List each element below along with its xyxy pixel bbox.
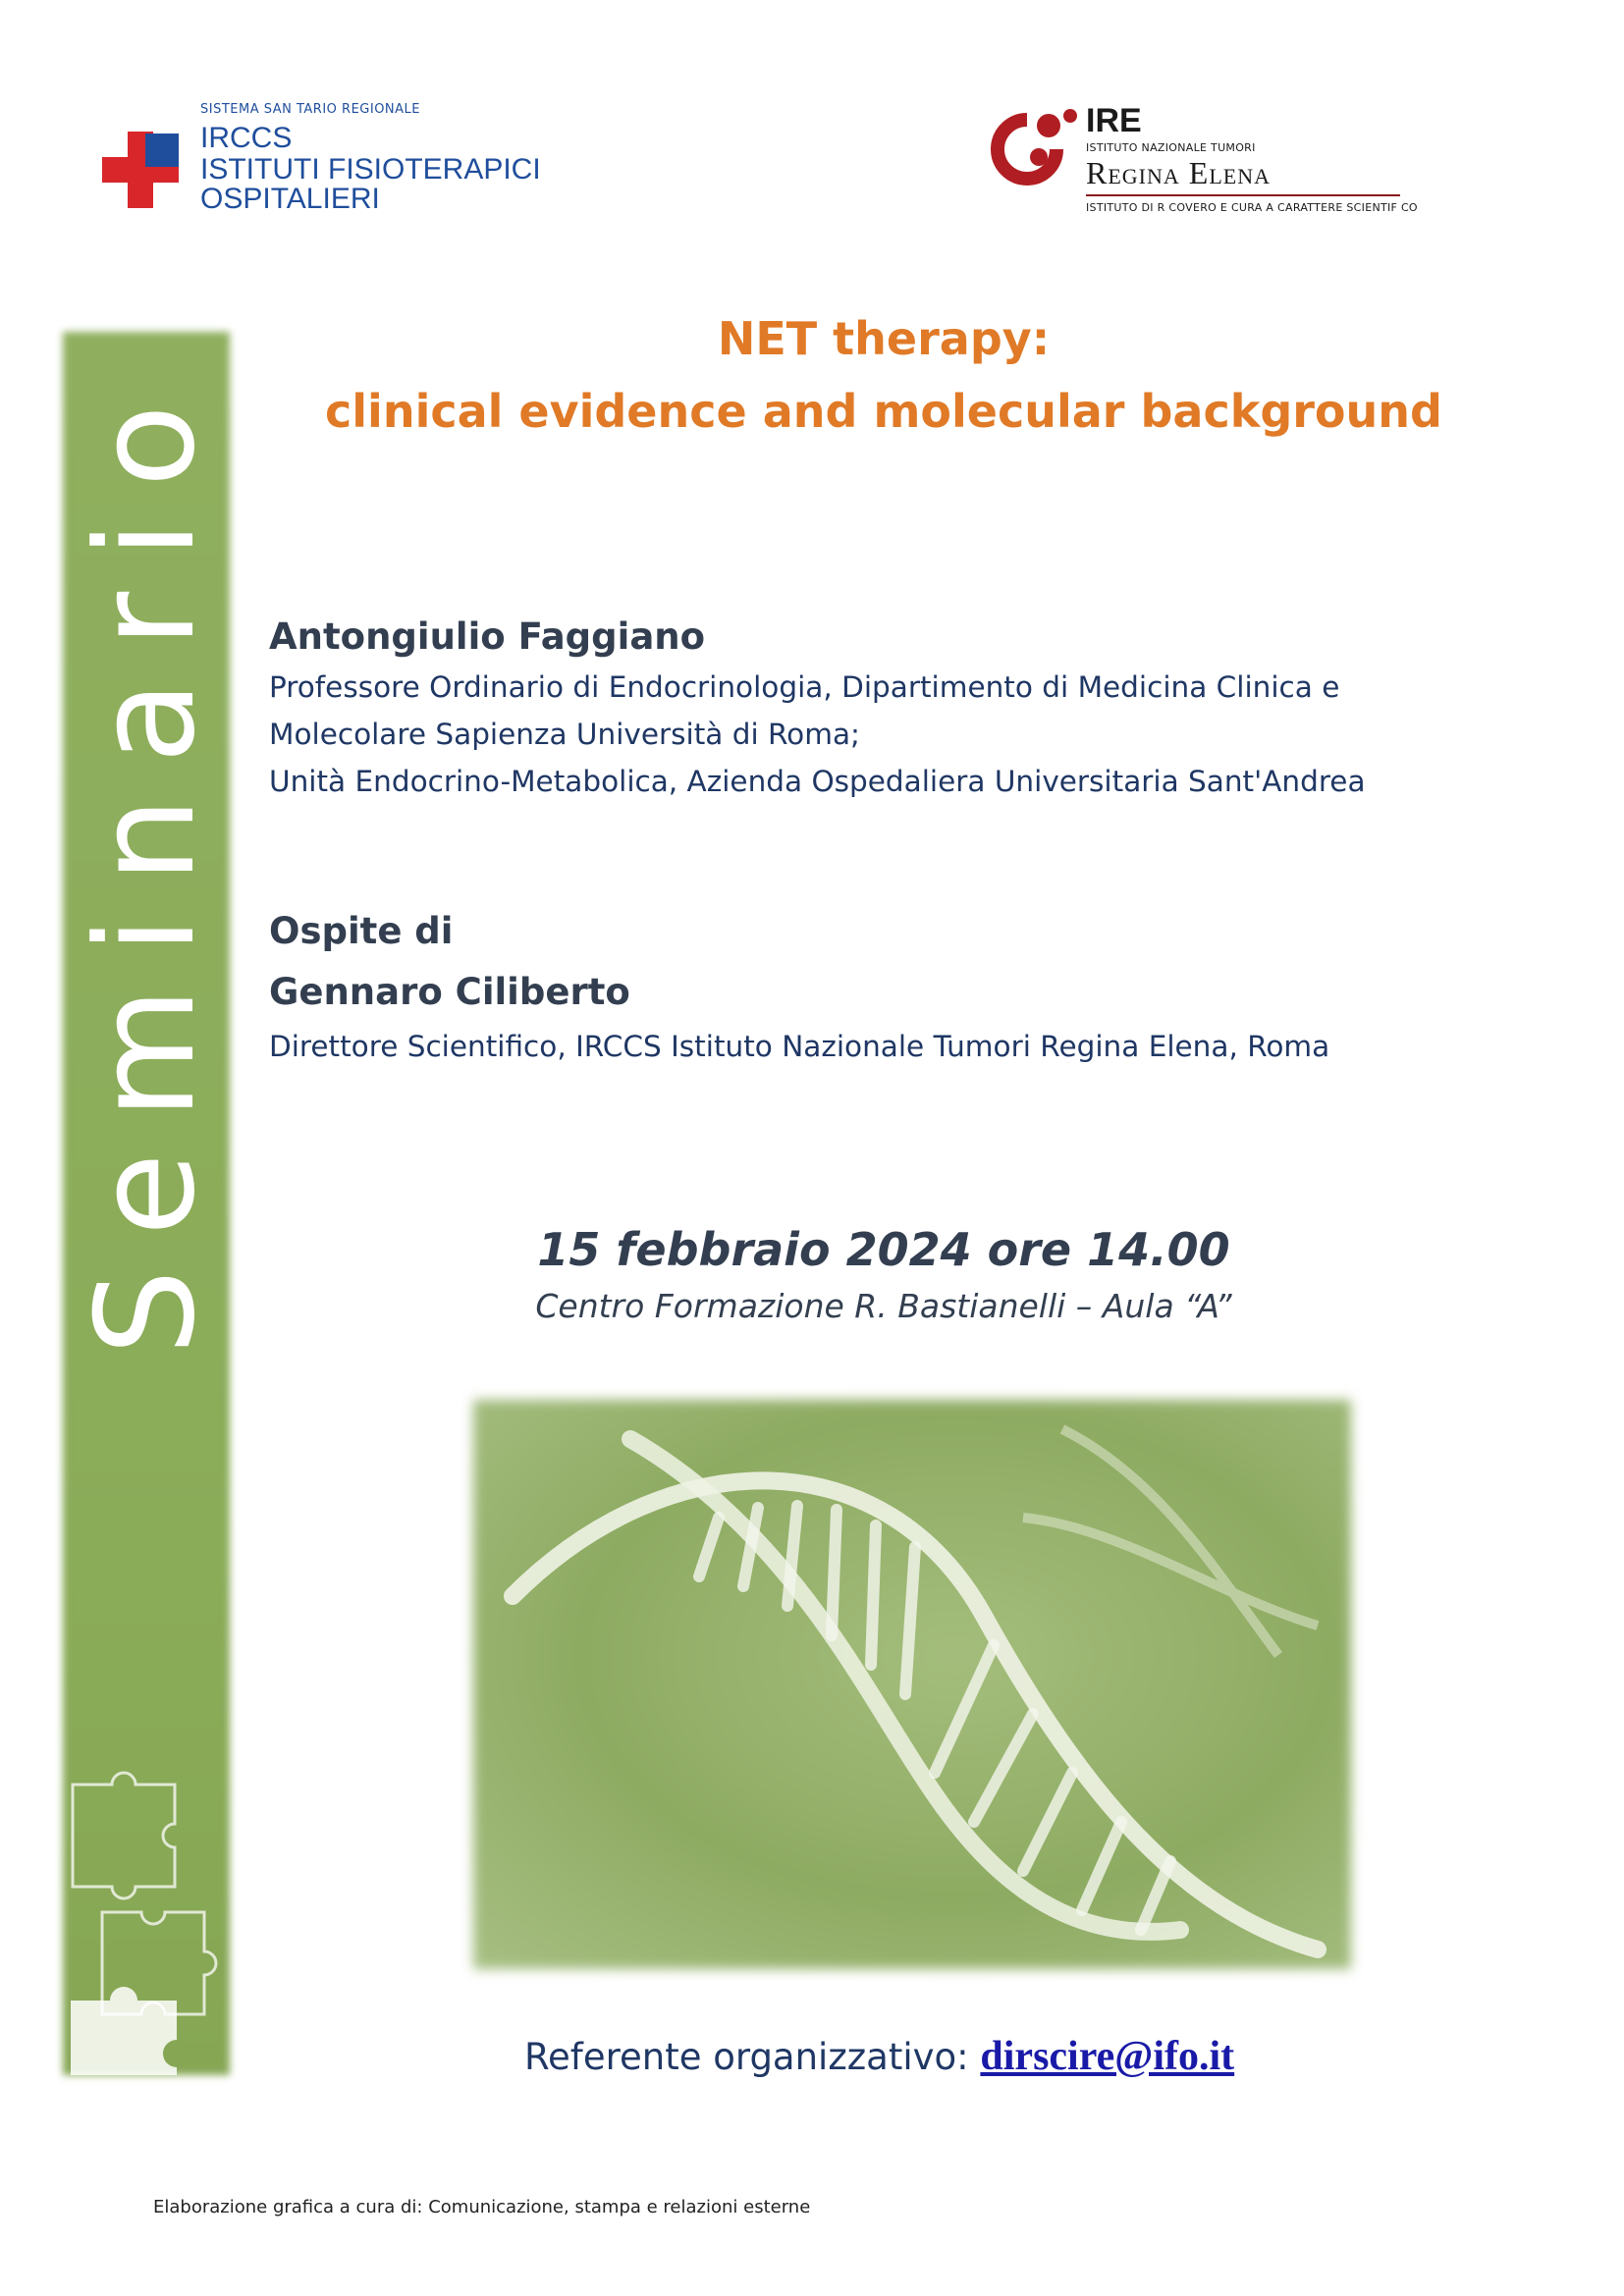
ire-subtitle: ISTITUTO NAZIONALE TUMORI [1086, 141, 1256, 154]
ifo-logo-line-3: OSPITALIERI [200, 183, 380, 215]
ifo-logo-line-2: ISTITUTI FISIOTERAPICI [200, 153, 541, 186]
ire-logo [988, 102, 1420, 230]
ire-divider [1086, 194, 1400, 196]
host-name: Gennaro Ciliberto [269, 971, 630, 1013]
seminario-side-band [63, 332, 230, 2075]
ifo-logo-caption: SISTEMA SAN TARIO REGIONALE [200, 102, 420, 117]
event-datetime: 15 febbraio 2024 ore 14.00 [537, 1223, 1230, 1276]
host-affiliation: Direttore Scientifico, IRCCS Istituto Nazionale Tumori Regina Elena, Roma [269, 1030, 1330, 1063]
contact-email-link[interactable]: dirscire@ifo.it [980, 2034, 1235, 2079]
speaker-affiliation-line-3: Unità Endocrino-Metabolica, Azienda Ospedaliera Universitaria Sant'Andrea [269, 765, 1366, 798]
seminario-vertical-label: Seminario [67, 371, 225, 1356]
puzzle-pieces-icon [63, 1755, 230, 2075]
ire-tagline: ISTITUTO DI R COVERO E CURA A CARATTERE SCIENTIF CO [1086, 201, 1418, 214]
ire-mark-icon [988, 106, 1086, 190]
seminar-title-line-1: NET therapy: [717, 312, 1051, 365]
ifo-logo [102, 102, 541, 220]
event-venue: Centro Formazione R. Bastianelli – Aula “A” [535, 1287, 1232, 1325]
footer-credit: Elaborazione grafica a cura di: Comunicazione, stampa e relazioni esterne [153, 2197, 811, 2217]
dna-helix-image [473, 1400, 1351, 1969]
ifo-logo-line-1: IRCCS [200, 122, 293, 154]
ire-name: IRE [1086, 102, 1142, 139]
contact-label: Referente organizzativo: [524, 2036, 981, 2078]
contact-line [524, 2036, 1234, 2077]
speaker-name: Antongiulio Faggiano [269, 615, 706, 658]
cross-icon [102, 132, 179, 208]
host-intro: Ospite di [269, 910, 454, 952]
dna-helix-icon [473, 1400, 1351, 1969]
ire-regina-elena: Regina Elena [1086, 155, 1271, 190]
speaker-affiliation-line-1: Professore Ordinario di Endocrinologia, Dipartimento di Medicina Clinica e [269, 670, 1340, 704]
speaker-affiliation-line-2: Molecolare Sapienza Università di Roma; [269, 718, 860, 751]
seminar-title-line-2: clinical evidence and molecular background [325, 385, 1442, 438]
